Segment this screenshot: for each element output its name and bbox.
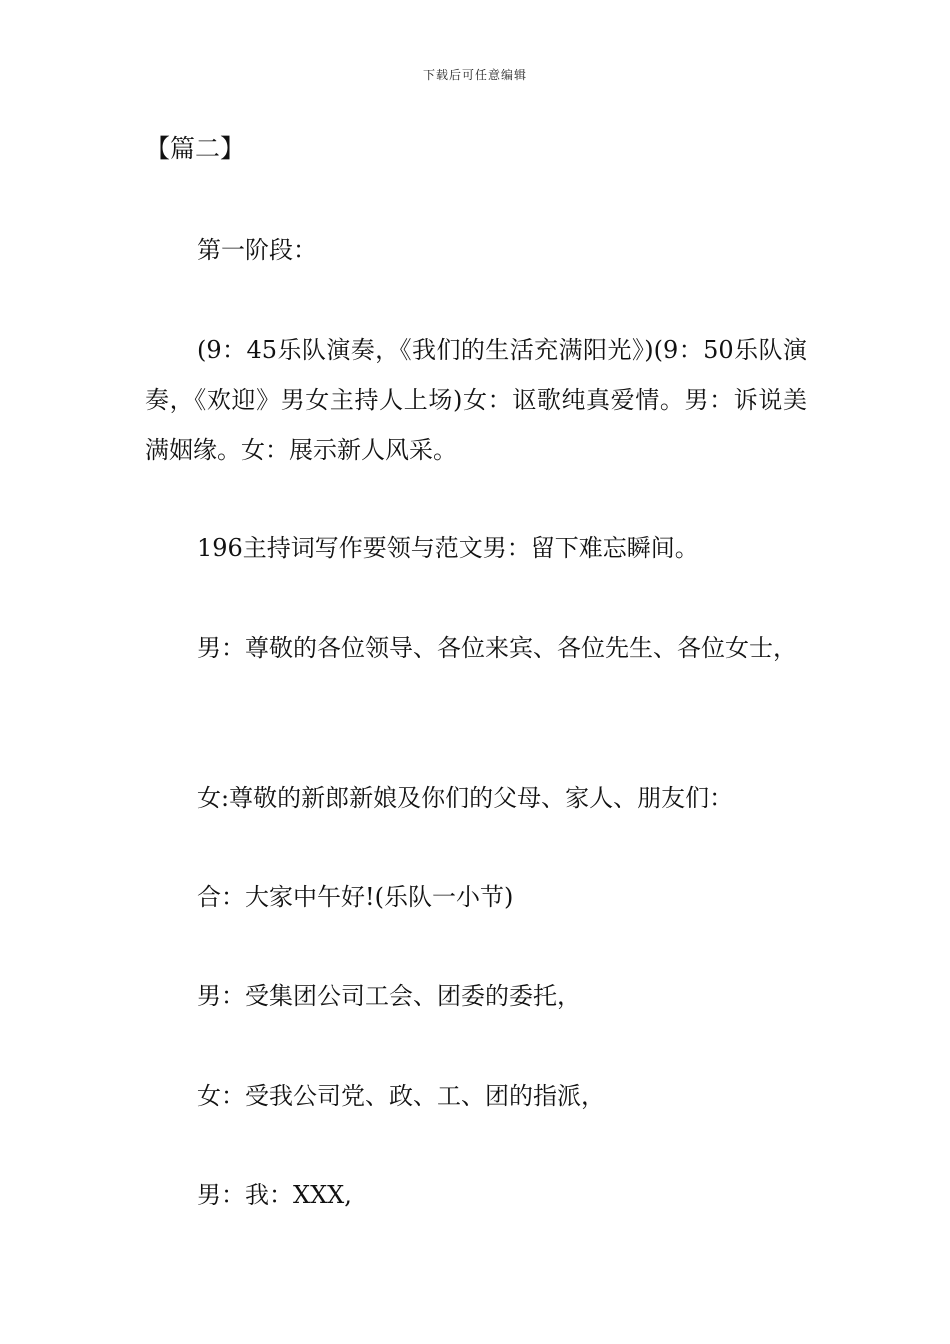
- paragraph-opening-music: (9：45乐队演奏，《我们的生活充满阳光》)(9：50乐队演奏，《欢迎》男女主持人上场)女：讴歌纯真爱情。男：诉说美满姻缘。女：展示新人风采。: [145, 336, 807, 464]
- header-note: 下载后可任意编辑: [422, 68, 527, 82]
- paragraph-good-noon: 合：大家中午好!(乐队一小节): [197, 883, 514, 911]
- paragraph-assigned: 女：受我公司党、政、工、团的指派，: [197, 1082, 605, 1110]
- paragraph-moment: 196主持词写作要领与范文男：留下难忘瞬间。: [197, 534, 699, 562]
- paragraph-entrusted: 男：受集团公司工会、团委的委托，: [197, 982, 581, 1010]
- paragraph-stage-one: 第一阶段：: [197, 236, 317, 264]
- section-title: 【篇二】: [145, 134, 246, 163]
- paragraph-greeting-guests: 男：尊敬的各位领导、各位来宾、各位先生、各位女士，: [197, 634, 797, 662]
- paragraph-greeting-family: 女:尊敬的新郎新娘及你们的父母、家人、朋友们：: [197, 784, 734, 812]
- paragraph-introduction: 男：我：XXX,: [197, 1181, 352, 1209]
